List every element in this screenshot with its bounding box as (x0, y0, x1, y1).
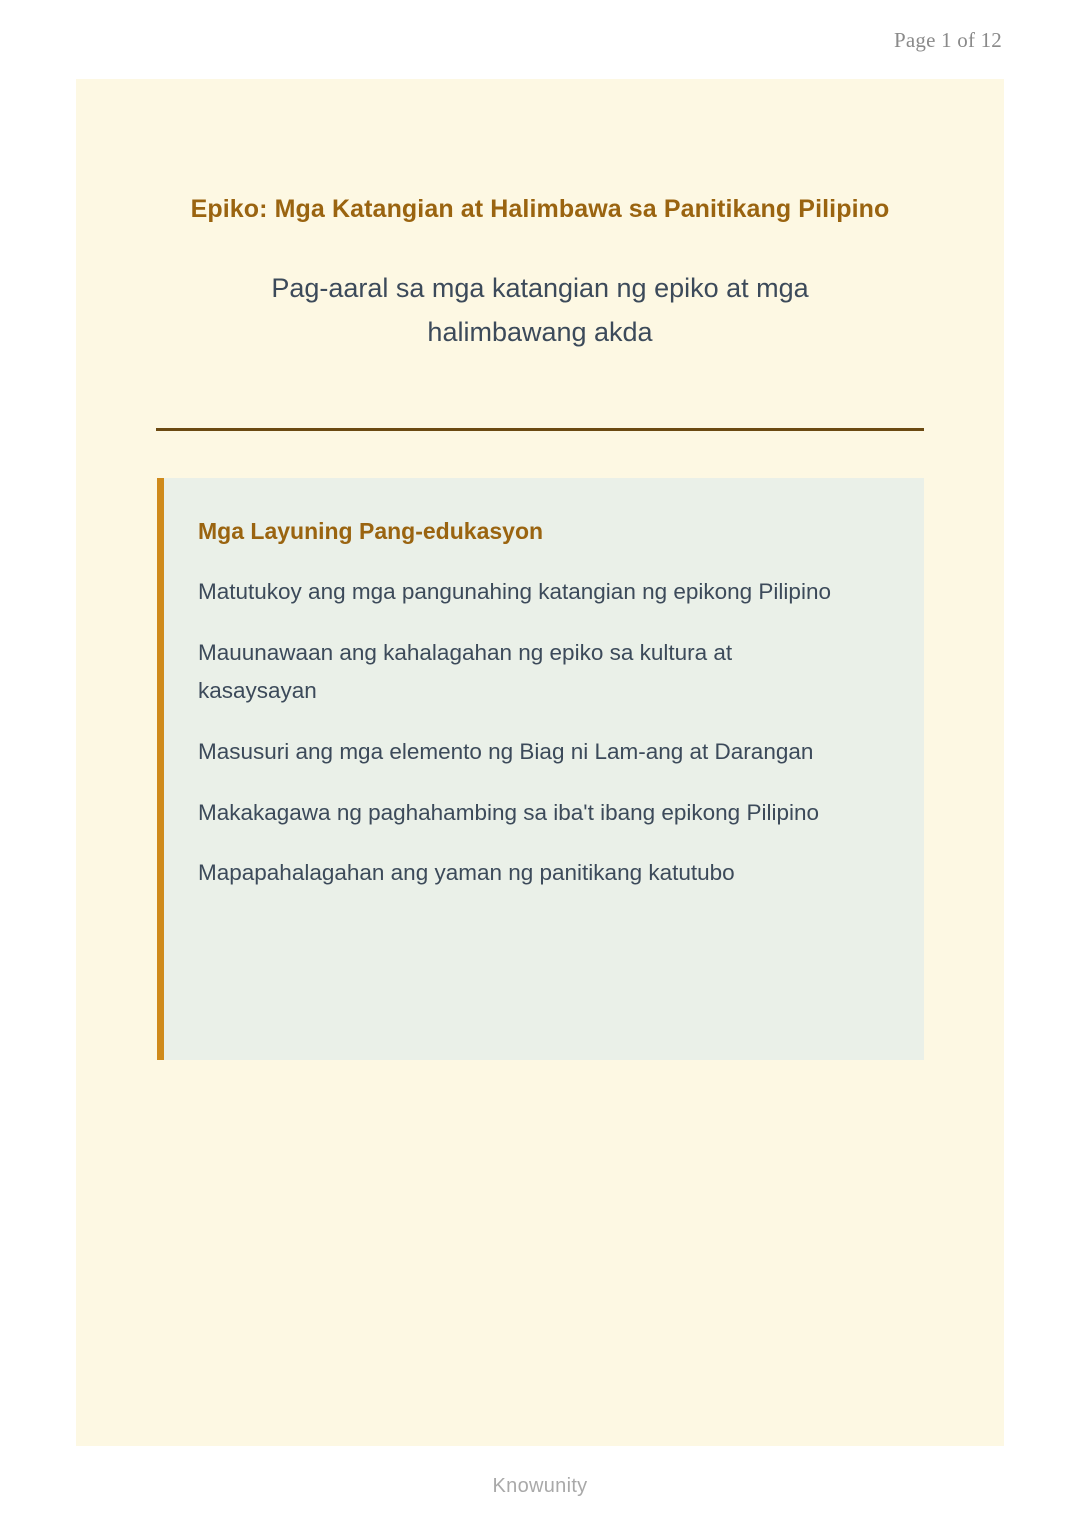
document-page (76, 79, 1004, 1446)
callout-heading: Mga Layuning Pang-edukasyon (198, 518, 544, 544)
objectives-callout (157, 478, 924, 1060)
page-title: Epiko: Mga Katangian at Halimbawa sa Panitikang Pilipino (190, 195, 890, 223)
page-header (0, 0, 1080, 76)
list-item: Matutukoy ang mga pangunahing katangian ng epikong Pilipino (198, 579, 831, 604)
callout-content (198, 518, 878, 893)
page-subtitle: Pag-aaral sa mga katangian ng epiko at mga halimbawang akda (271, 273, 809, 347)
list-item: Mapapahalagahan ang yaman ng panitikang katutubo (198, 860, 735, 886)
horizontal-divider (156, 428, 924, 431)
list-item: Makakagawa ng paghahambing sa iba't ibang epikong Pilipino (198, 799, 819, 825)
footer-brand-label: Knowunity (492, 1475, 588, 1497)
list-item: Mauunawaan ang kahalagahan ng epiko sa kultura at kasaysayan (198, 639, 733, 704)
page-number-label: Page 1 of 12 (894, 28, 1002, 52)
callout-accent-bar (157, 478, 164, 1060)
list-item: Masusuri ang mga elemento ng Biag ni Lam-ang at Darangan (198, 739, 814, 765)
